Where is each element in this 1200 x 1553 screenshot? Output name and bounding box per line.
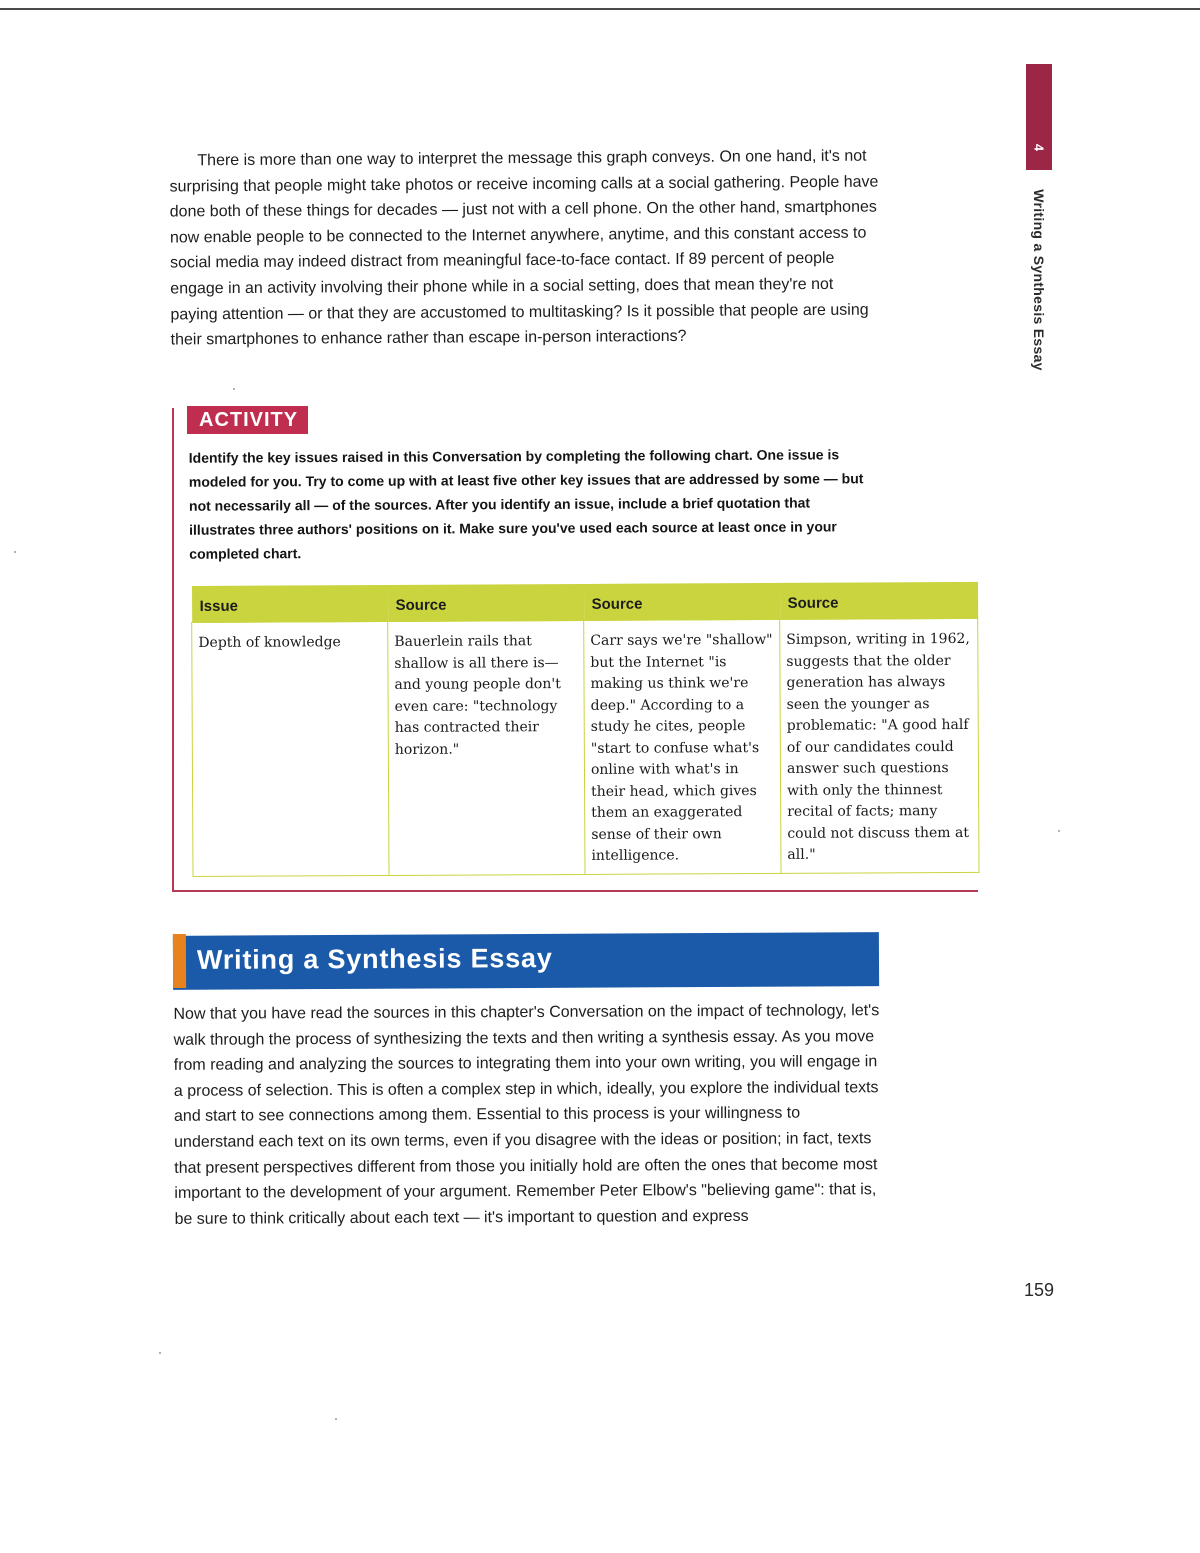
section-paragraph: Now that you have read the sources in this chapter's Conversation on the impact of technology, let's walk through the process of synthesizing the texts and then writing a synthesis essay. As you move from reading and analyzing the sources to integrating them into your own writing, you will engage in a process of selection. This is often a complex step in which, ideally, you explore the individual texts and start to see connections among them. Essential to this process is your willingness to understand each text on its own terms, even if you disagree with the ideas or position; in fact, texts that present perspectives different from those you initially hold are often the ones that become most important to the development of your argument. Remember Peter Elbow's "believing game": that is, be sure to think critically about each text — it's important to question and express	[173, 1002, 880, 1228]
scan-speck	[159, 1352, 161, 1354]
scan-speck	[14, 551, 16, 553]
header-source: Source	[779, 582, 977, 620]
chapter-number: 4	[1031, 143, 1047, 152]
header-source: Source	[387, 584, 583, 622]
scan-speck	[1058, 830, 1060, 832]
issue-cell: Depth of knowledge	[192, 621, 389, 876]
activity-badge: ACTIVITY	[187, 406, 308, 434]
top-rule	[0, 8, 1200, 10]
page-number: 159	[1024, 1280, 1055, 1300]
source-cell: Bauerlein rails that shallow is all there is—and young people don't even care: "technology has contracted their horizon."	[388, 620, 585, 875]
scan-speck	[335, 1418, 337, 1420]
activity-instructions: Identify the key issues raised in this Conversation by completing the following chart. One issue is modeled for you. Try to come up with at least five other key issues that are addressed by some — but not necessarily all — of the sources. After you identify an issue, include a brief quotation that illustrates three authors' positions on it. Make sure you've used each source at least once in your completed chart.	[188, 446, 864, 562]
scan-speck	[233, 388, 235, 390]
issues-table	[191, 582, 980, 877]
source-cell: Carr says we're "shallow" but the Internet "is making us think we're deep." According to a study he cites, people "start to confuse what's online with what's in their head, which gives them an exaggerated sense of their own intelligence.	[584, 619, 781, 874]
section-title: Writing a Synthesis Essay	[196, 943, 553, 975]
table-row	[192, 618, 979, 876]
source-cell: Simpson, writing in 1962, suggests that the older generation has always seen the younger as problematic: "A good half of our candidates could answer such questions with only the thinnest recital of facts; many could not discuss them at all."	[780, 618, 979, 873]
section-heading-accent	[173, 934, 186, 988]
header-issue: Issue	[192, 585, 388, 623]
table-header-row	[192, 582, 978, 623]
running-head: Writing a Synthesis Essay	[1031, 189, 1047, 371]
header-source: Source	[583, 583, 779, 621]
intro-paragraph: There is more than one way to interpret the message this graph conveys. On one hand, it's not surprising that people might take photos or receive incoming calls at a social gathering. People have done both of these things for decades — just not with a cell phone. On the other hand, smartphones now enable people to be connected to the Internet anywhere, anytime, and this constant access to social media may indeed distract from meaningful face-to-face contact. If 89 percent of people engage in an activity involving their phone while in a social setting, does that mean they're not paying attention — or that they are accustomed to multitasking? Is it possible that people are using their smartphones to enhance rather than escape in-person interactions?	[169, 147, 879, 349]
